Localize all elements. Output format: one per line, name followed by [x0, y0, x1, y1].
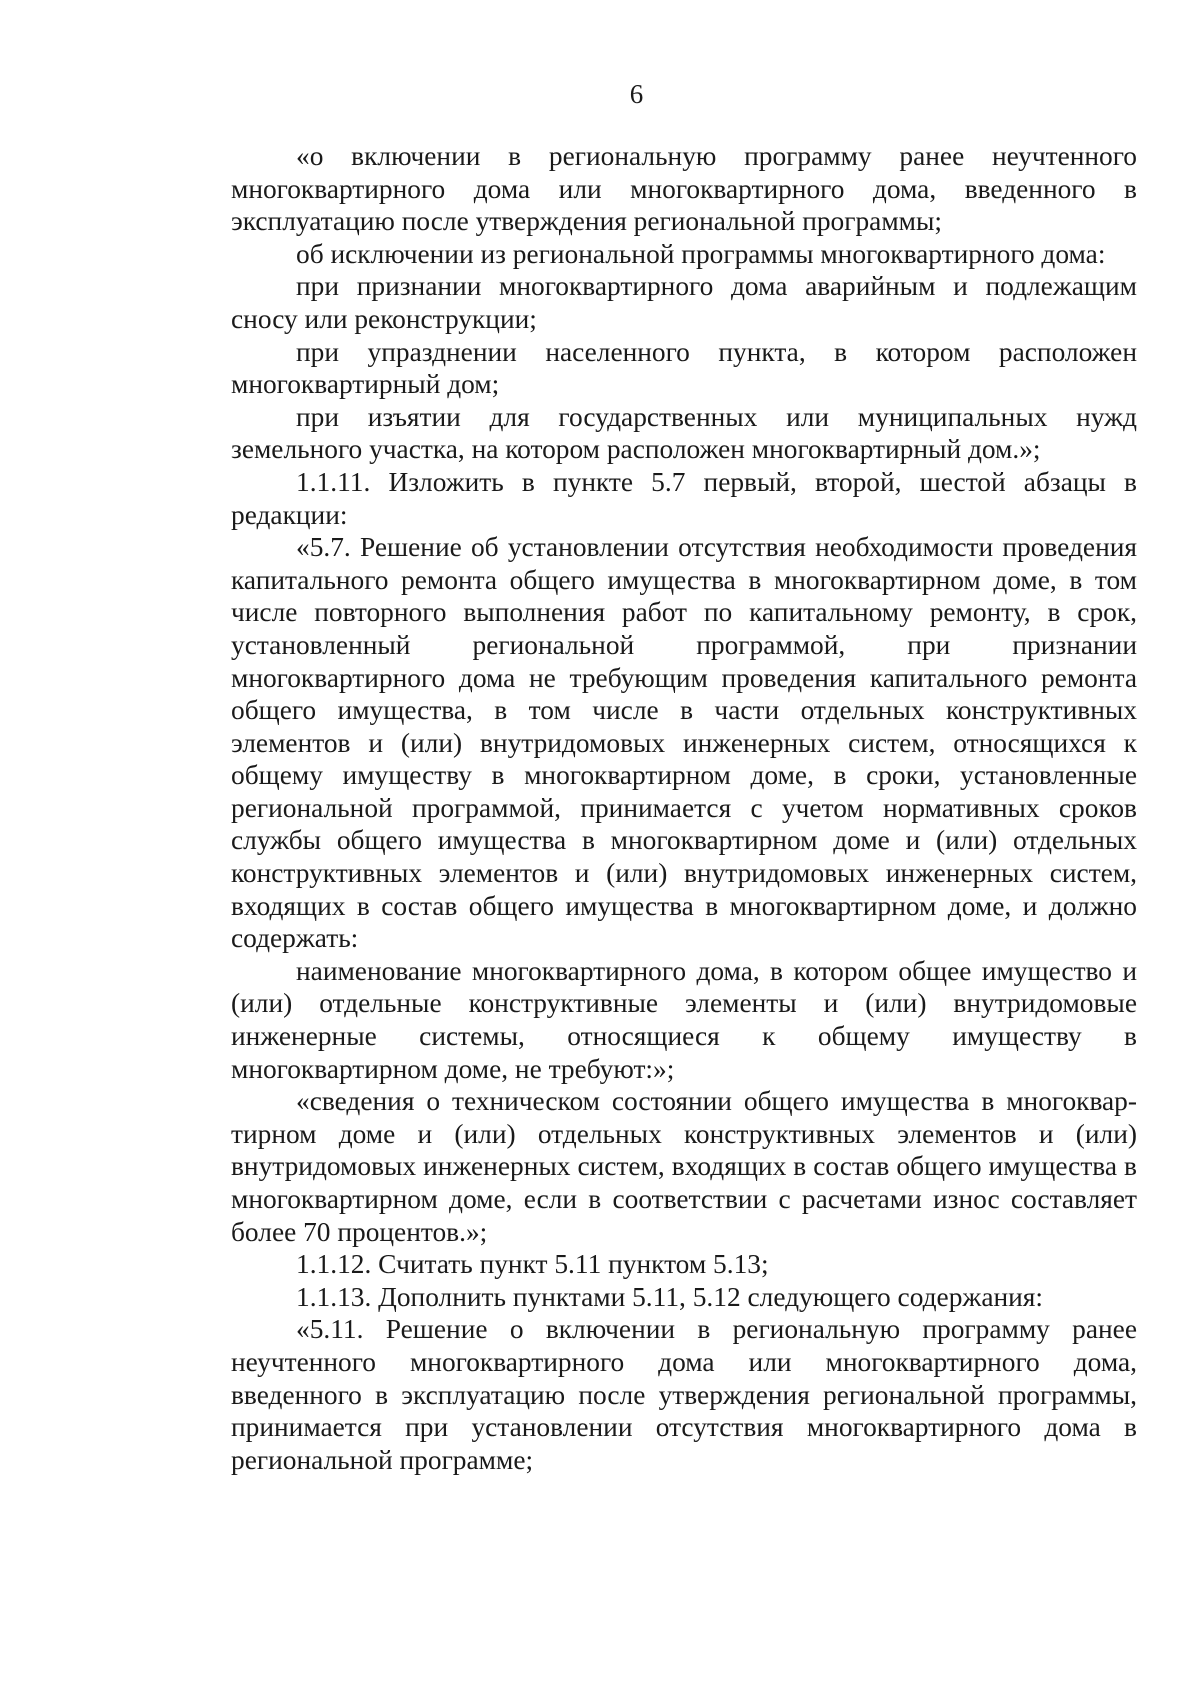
paragraph-1-1-13: 1.1.13. Дополнить пунктами 5.11, 5.12 следующего содержания:	[296, 1281, 1044, 1312]
paragraph-land-seizure: при изъятии для государственных или муниципальных нужд земельного участка, на котором расположен многоквартирный дом.»;	[231, 401, 1137, 465]
document-body	[231, 140, 1137, 1476]
page-number: 6	[629, 79, 644, 109]
paragraph-exclusion-heading: об исключении из региональной программы многоквартирного дома:	[296, 238, 1106, 269]
paragraph-inclusion-decision: «о включении в региональную программу ранее неучтенного многоквартирного дома или многоквартирного дома, введенного в эксплуатацию после утверждения региональной программы;	[231, 141, 1137, 237]
paragraph-settlement-abolition: при упразднении населенного пункта, в котором расположен многоквартирный дом;	[231, 336, 1137, 400]
paragraph-5-11: «5.11. Решение о включении в региональную программу ранее неучтенного многоквартирного дома или многоквартирного дома, введенного в эксплуатацию после утверждения региональной программы, принимается при установлении отсутствия многоквартирного дома в региональной программе;	[231, 1314, 1137, 1475]
paragraph-house-name: наименование многоквартирного дома, в котором общее имущество и (или) отдельные конструктивные элементы и (или) внутридомовые инженерные системы, относящиеся к общему имуществу в многоквартирном доме, не требуют:»;	[231, 955, 1137, 1084]
paragraph-5-7: «5.7. Решение об установлении отсутствия необходимости проведения капитального ремонта общего имущества в многоквартирном доме, в том числе повторного выполнения работ по капитальному ремонту, в срок, установленный региональной программой, при признании многоквартирного дома не требующим проведения капитального ремонта общего имущества, в том числе в части отдельных конструктивных элементов и (или) внутридомовых инженерных систем, относящихся к общему имуществу в многоквартирном доме, в сроки, установленные региональной программой, принимается с учетом нормативных сроков службы общего имущества в многоквартирном доме и (или) отдельных конструктивных элементов и (или) внутридомовых инженерных систем, входящих в состав общего имущества в многоквартирном доме, и должно содержать:	[231, 532, 1137, 954]
paragraph-technical-condition: «сведения о техническом состоянии общего имущества в многоквар-тирном доме и (или) отдельных конструктивных элементов и (или) внутридомовых инженерных систем, входящих в состав общего имущества в многоквартирном доме, если в соответствии с расчетами износ составляет более 70 процентов.»;	[231, 1086, 1137, 1247]
paragraph-emergency-house: при признании многоквартирного дома аварийным и подлежащим сносу или реконструкции;	[231, 271, 1137, 334]
paragraph-1-1-12: 1.1.12. Считать пункт 5.11 пунктом 5.13;	[296, 1249, 769, 1280]
paragraph-1-1-11: 1.1.11. Изложить в пункте 5.7 первый, второй, шестой абзацы в редакции:	[231, 466, 1137, 530]
